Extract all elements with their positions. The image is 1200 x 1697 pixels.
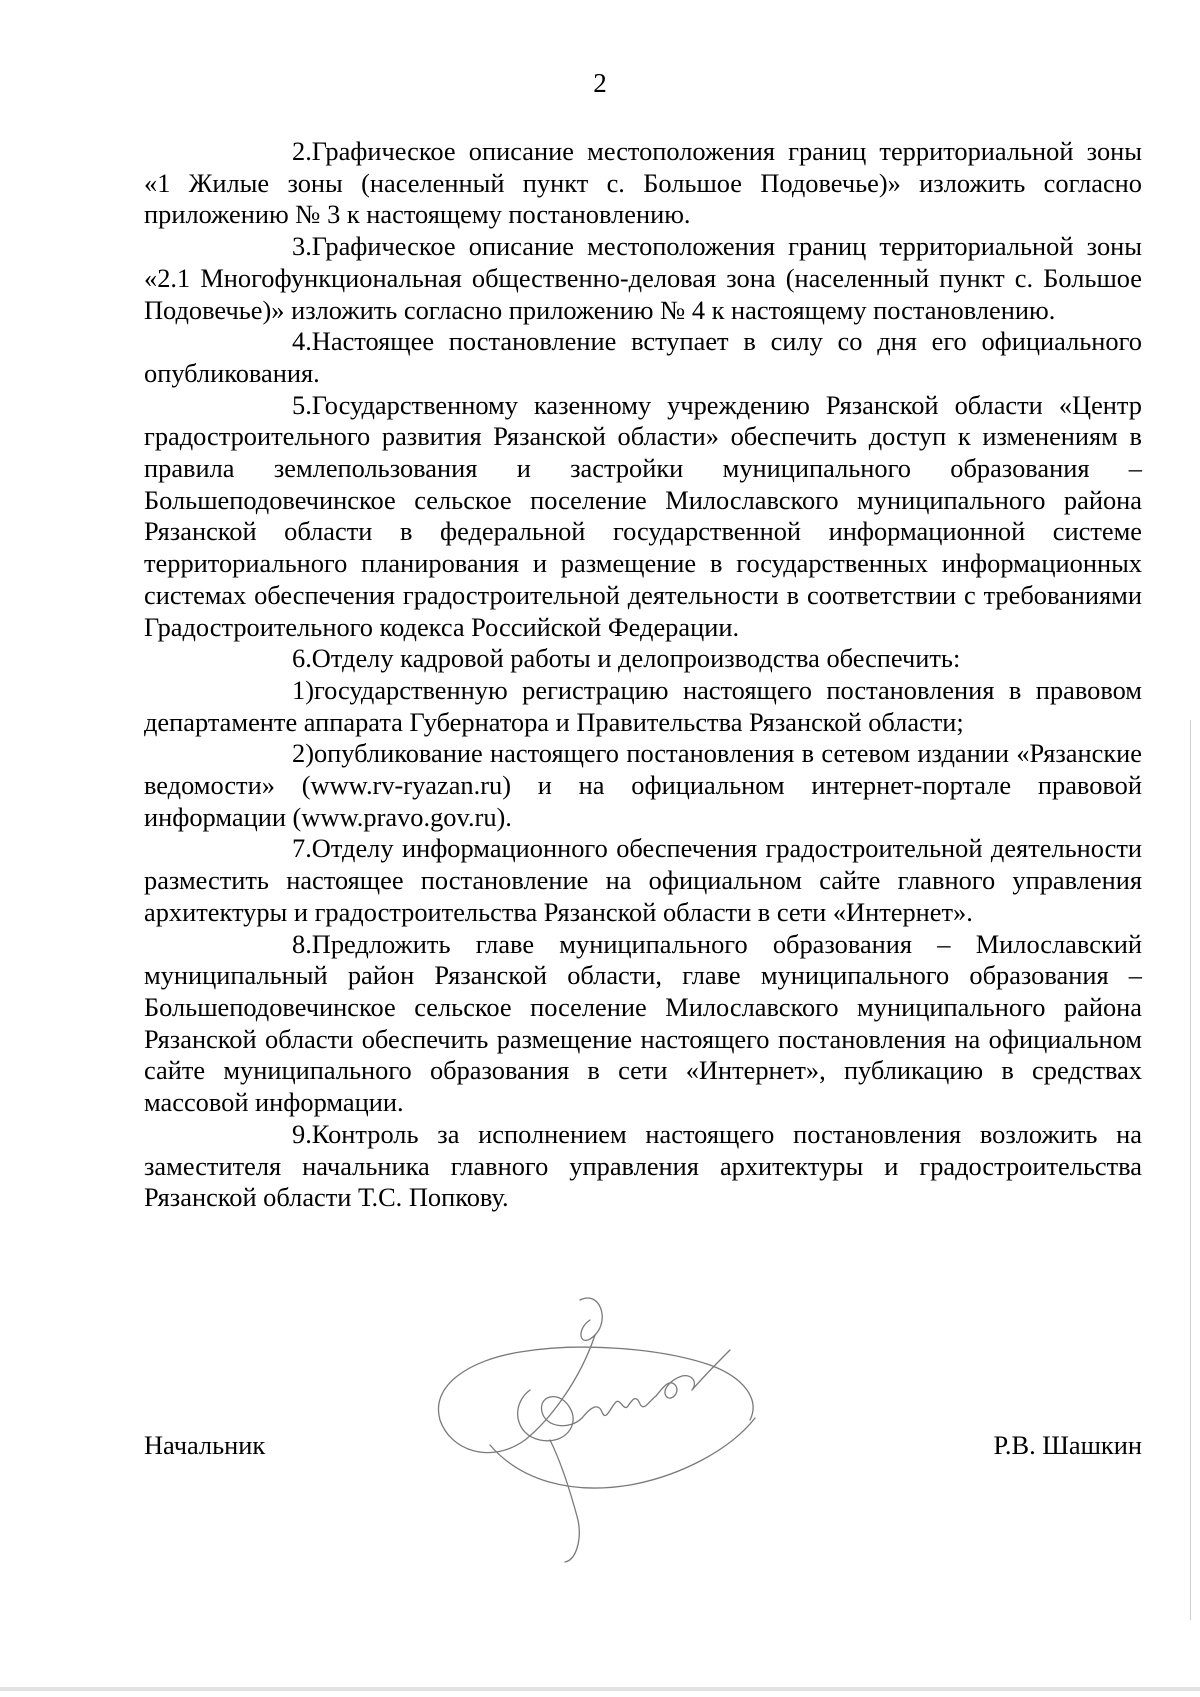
paragraph-number: 3. (292, 231, 312, 262)
paragraph-number: 4. (292, 326, 312, 357)
page-number: 2 (593, 68, 607, 98)
handwritten-signature (430, 1290, 770, 1570)
paragraph-text: Предложить главе муниципального образования – Милославский муниципальный район Рязанской области, главе муниципального образования – Большеподовечинское сельское поселение Милославского муниципального района Рязанской области обеспечить размещение настоящего постановления на официальном сайте муниципального образования в сети «Интернет», публикацию в средствах массовой информации. (144, 928, 1142, 1118)
paragraph-number: 2) (292, 738, 314, 769)
paragraph-text: Отделу информационного обеспечения градостроительной деятельности разместить настоящее постановление на официальном сайте главного управления архитектуры и градостроительства Рязанской области в сети «Интернет». (144, 833, 1142, 927)
signer-name: Р.В. Шашкин (993, 1430, 1142, 1460)
paragraph-4 (144, 326, 1142, 389)
paragraph-6-item-2 (144, 738, 1142, 833)
paragraph-2 (144, 136, 1142, 231)
signer-title: Начальник (144, 1430, 266, 1460)
paragraph-number: 6. (292, 643, 312, 674)
scan-edge-line (1190, 720, 1191, 1620)
paragraph-text: государственную регистрацию настоящего постановления в правовом департаменте аппарата Губернатора и Правительства Рязанской области; (144, 674, 1142, 737)
paragraph-number: 9. (292, 1118, 312, 1149)
document-body (144, 136, 1142, 1214)
paragraph-text: Отделу кадровой работы и делопроизводства обеспечить: (311, 643, 961, 674)
paragraph-text: Графическое описание местоположения границ территориальной зоны «1 Жилые зоны (населенный пункт с. Большое Подовечье)» изложить согласно приложению № 3 к настоящему постановлению. (144, 136, 1142, 230)
paragraph-text: Государственному казенному учреждению Рязанской области «Центр градостроительного развития Рязанской области» обеспечить доступ к изменениям в правила землепользования и застройки муниципального образования – Большеподовечинское сельское поселение Милославского муниципального района Рязанской области в федеральной государственной информационной системе территориального планирования и размещение в государственных информационных системах обеспечения градостроительной деятельности в соответствии с требованиями Градостроительного кодекса Российской Федерации. (144, 389, 1142, 642)
paragraph-text: Настоящее постановление вступает в силу со дня его официального опубликования. (144, 326, 1142, 388)
paragraph-7 (144, 833, 1142, 928)
paragraph-number: 5. (292, 389, 312, 420)
paragraph-text: опубликование настоящего постановления в сетевом издании «Рязанские ведомости» (www.rv-ryazan.ru) и на официальном интернет-портале правовой информации (www.pravo.gov.ru). (144, 738, 1142, 832)
paragraph-6 (144, 643, 1142, 675)
paragraph-9 (144, 1119, 1142, 1214)
paragraph-number: 1) (292, 674, 314, 705)
paragraph-5 (144, 390, 1142, 644)
paragraph-number: 8. (292, 928, 312, 959)
paragraph-6-item-1 (144, 675, 1142, 738)
scan-bottom-edge (0, 1687, 1200, 1691)
paragraph-text: Контроль за исполнением настоящего постановления возложить на заместителя начальника главного управления архитектуры и градостроительства Рязанской области Т.С. Попкову. (144, 1118, 1142, 1213)
paragraph-3 (144, 231, 1142, 326)
paragraph-number: 7. (292, 833, 312, 864)
paragraph-number: 2. (292, 136, 312, 166)
paragraph-text: Графическое описание местоположения границ территориальной зоны «2.1 Многофункциональная общественно-деловая зона (населенный пункт с. Большое Подовечье)» изложить согласно приложению № 4 к настоящему постановлению. (144, 231, 1142, 325)
paragraph-8 (144, 929, 1142, 1119)
